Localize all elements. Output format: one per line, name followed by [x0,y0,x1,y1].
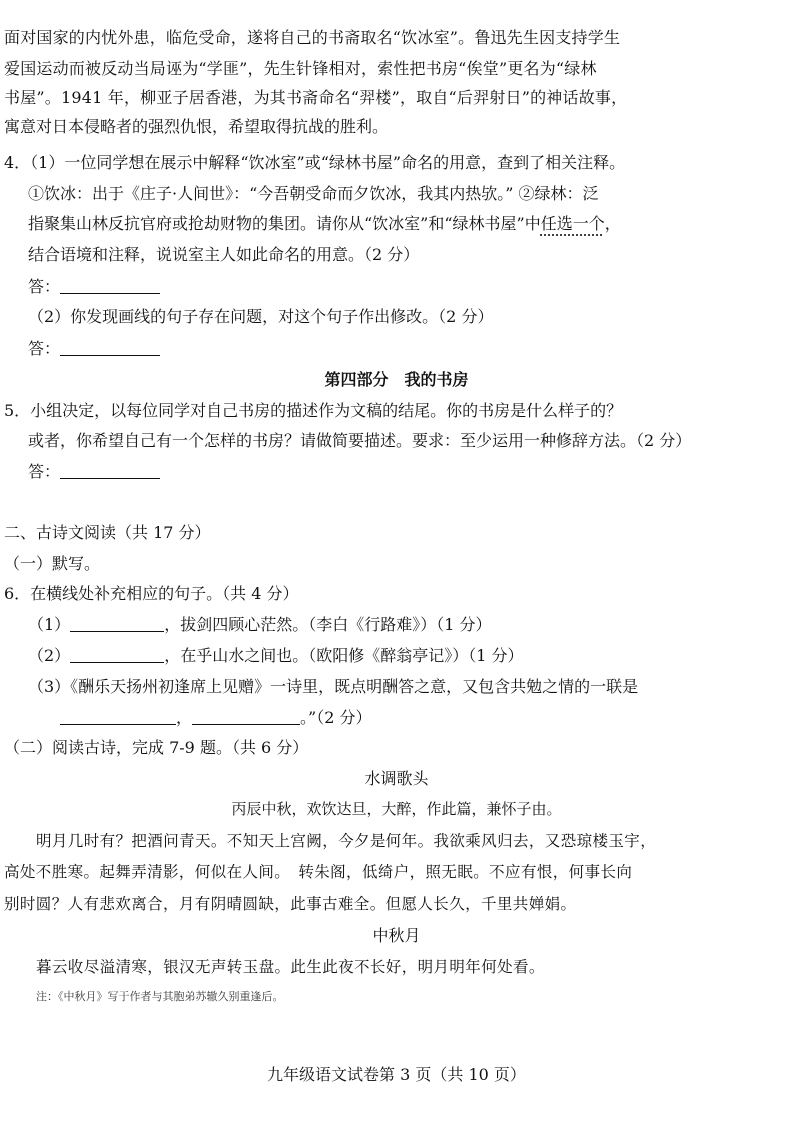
intro-line-3: 书屋”。1941 年，柳亚子居香港，为其书斋命名“羿楼”，取自“后羿射日”的神话故事， [4,88,628,107]
q5-answer [28,461,160,483]
q6-heading: 6．在横线处补充相应的句子。（共 4 分） [4,584,299,603]
poem1-title: 水调歌头 [364,769,429,788]
answer-label: 答： [28,277,61,296]
section2-heading: 二、古诗文阅读（共 17 分） [4,523,211,542]
intro-line-4: 寓意对日本侵略者的强烈仇恨，希望取得抗战的胜利。 [4,117,389,136]
q6-item-2-num: （2） [28,646,71,665]
poem2-note: 注：《中秋月》写于作者与其胞弟苏辙久别重逢后。 [36,990,284,1003]
page-footer: 九年级语文试卷第 3 页（共 10 页） [267,1065,526,1084]
fill-blank[interactable] [192,708,300,725]
q4-sub-2: （2）你发现画线的句子存在问题，对这个句子作出修改。（2 分） [28,307,494,326]
q6-item-1-num: （1） [28,615,71,634]
q5-line-2: 或者，你希望自己有一个怎样的书房？请做简要描述。要求：至少运用一种修辞方法。（2 分） [28,431,692,450]
section2-sub-1: （一）默写。 [4,554,101,573]
intro-line-1: 面对国家的内忧外患，临危受命，遂将自己的书斋取名“饮冰室”。鲁迅先生因支持学生 [4,28,621,47]
poem1-line-1: 明月几时有？把酒问青天。不知天上宫阙，今夕是何年。我欲乘风归去，又恐琼楼玉宇， [36,832,657,850]
fill-blank[interactable] [60,708,176,725]
poem1-preface: 丙辰中秋，欢饮达旦，大醉，作此篇，兼怀子由。 [231,800,562,818]
answer-blank[interactable] [60,277,160,294]
part4-heading: 第四部分 我的书房 [324,370,469,389]
q6-item-3-blanks [60,707,371,729]
q4-line-3 [28,213,621,235]
poem1-line-2: 高处不胜寒。起舞弄清影，何似在人间。 转朱阁，低绮户，照无眠。不应有恨，何事长向 [4,863,633,881]
q4-line-4: 结合语境和注释，说说室主人如此命名的用意。（2 分） [28,245,420,264]
intro-line-2: 爱国运动而被反动当局诬为“学匪”，先生针锋相对，索性把书房“俟堂”更名为“绿林 [4,59,597,78]
poem1-line-3: 别时圆？人有悲欢离合，月有阴晴圆缺，此事古难全。但愿人长久，千里共婵娟。 [4,895,577,913]
q4-emphasis-text: 任选一个 [540,214,605,233]
fill-blank[interactable] [70,646,164,663]
q6-item-1 [28,614,491,636]
q6-item-3-end: 。”（2 分） [300,708,372,727]
q6-item-3: （3）《酬乐天扬州初逢席上见赠》一诗里，既点明酬答之意，又包含共勉之情的一联是 [28,677,639,696]
q6-item-1-text: ，拔剑四顾心茫然。（李白《行路难》）（1 分） [164,615,492,634]
fill-blank[interactable] [70,615,164,632]
poem2-title: 中秋月 [372,926,421,945]
answer-label: 答： [28,462,61,481]
q4-answer-2 [28,338,160,360]
q6-item-2-text: ，在乎山水之间也。（欧阳修《醉翁亭记》）（1 分） [164,646,524,665]
q6-item-3-sep: ， [176,708,193,727]
section2-sub-2: （二）阅读古诗，完成 7-9 题。（共 6 分） [4,738,309,757]
answer-blank[interactable] [60,462,160,479]
q6-item-2 [28,645,523,667]
q4-line-2: ①饮冰：出于《庄子·人间世》：“今吾朝受命而夕饮冰，我其内热欤。” ②绿林：泛 [28,184,599,203]
poem2-line-1: 暮云收尽溢清寒，银汉无声转玉盘。此生此夜不长好，明月明年何处看。 [36,958,545,976]
q4-line-3-text: 指聚集山林反抗官府或抢劫财物的集团。请你从“饮冰室”和“绿林书屋”中 [28,214,541,233]
q4-line-1: 4．（1）一位同学想在展示中解释“饮冰室”或“绿林书屋”命名的用意，查到了相关注释。 [4,153,626,172]
q4-line-3-comma: ， [604,214,621,233]
answer-label: 答： [28,339,61,358]
q5-line-1: 5．小组决定，以每位同学对自己书房的描述作为文稿的结尾。你的书房是什么样子的？ [4,401,623,420]
answer-blank[interactable] [60,339,160,356]
q4-answer-1 [28,276,160,298]
